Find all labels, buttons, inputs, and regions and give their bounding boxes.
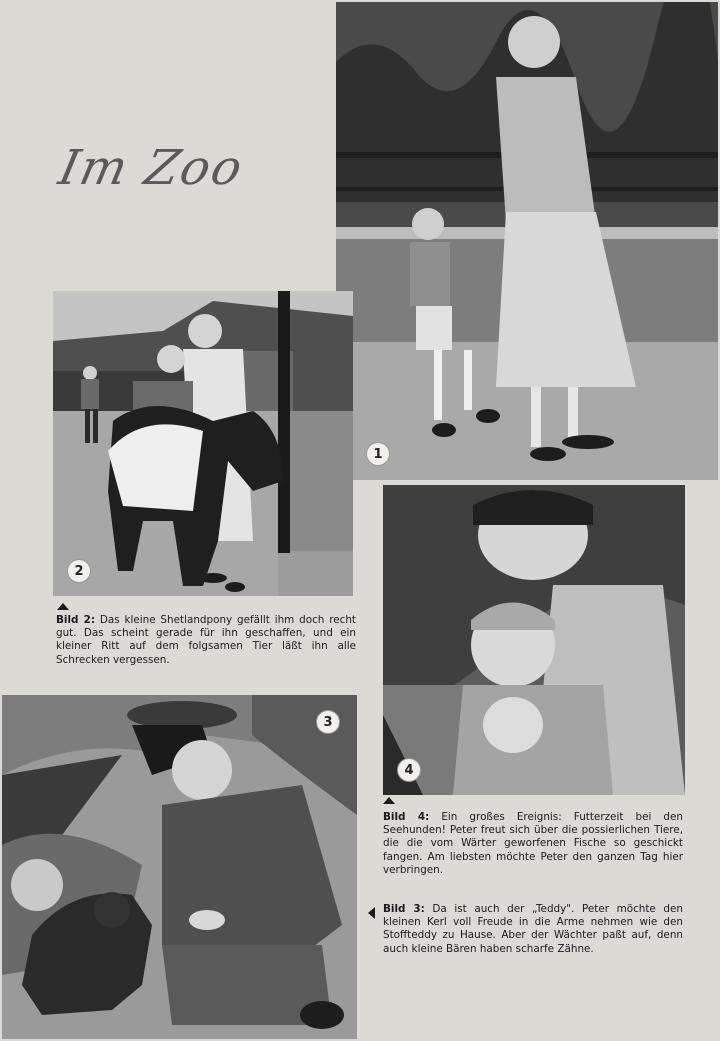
arrow-up-icon xyxy=(383,797,395,804)
photo-number-2: 2 xyxy=(68,560,90,582)
arrow-left-icon xyxy=(368,907,375,919)
page-title: Im Zoo xyxy=(54,140,249,196)
photo-woman-holding-boy xyxy=(383,485,685,795)
caption-label: Bild 4: xyxy=(383,811,430,823)
caption-bild-3 xyxy=(383,903,683,956)
photo-number-1: 1 xyxy=(367,443,389,465)
photo-number-3: 3 xyxy=(317,711,339,733)
arrow-up-icon xyxy=(57,603,69,610)
photo-keeper-with-bear xyxy=(2,695,357,1039)
caption-label: Bild 2: xyxy=(56,614,96,626)
caption-text: Ein großes Ereignis: Futterzeit bei den Seehunden! Peter freut sich über die possierlichen Tiere, die die vom Wärter geworfenen Fische so geschickt fangen. Am liebsten möchte Peter den ganzen Tag hier verbringen. xyxy=(383,811,683,876)
caption-text: Das kleine Shetlandpony gefällt ihm doch recht gut. Das scheint gerade für ihn geschaffen, und ein kleiner Ritt auf dem folgsamen Tier läßt ihn alle Schrecken vergessen. xyxy=(56,614,357,666)
caption-text: Da ist auch der „Teddy". Peter möchte den kleinen Kerl voll Freude in die Arme nehmen wie den Stoffteddy zu Hause. Aber der Wächter paßt auf, denn auch kleine Bären haben scharfe Zähne. xyxy=(383,903,683,955)
photo-woman-boy-walking xyxy=(336,2,718,480)
caption-bild-4 xyxy=(383,811,683,877)
photo-boy-on-pony xyxy=(53,291,353,596)
photo-number-4: 4 xyxy=(398,759,420,781)
caption-label: Bild 3: xyxy=(383,903,425,915)
caption-bild-2 xyxy=(56,614,356,667)
